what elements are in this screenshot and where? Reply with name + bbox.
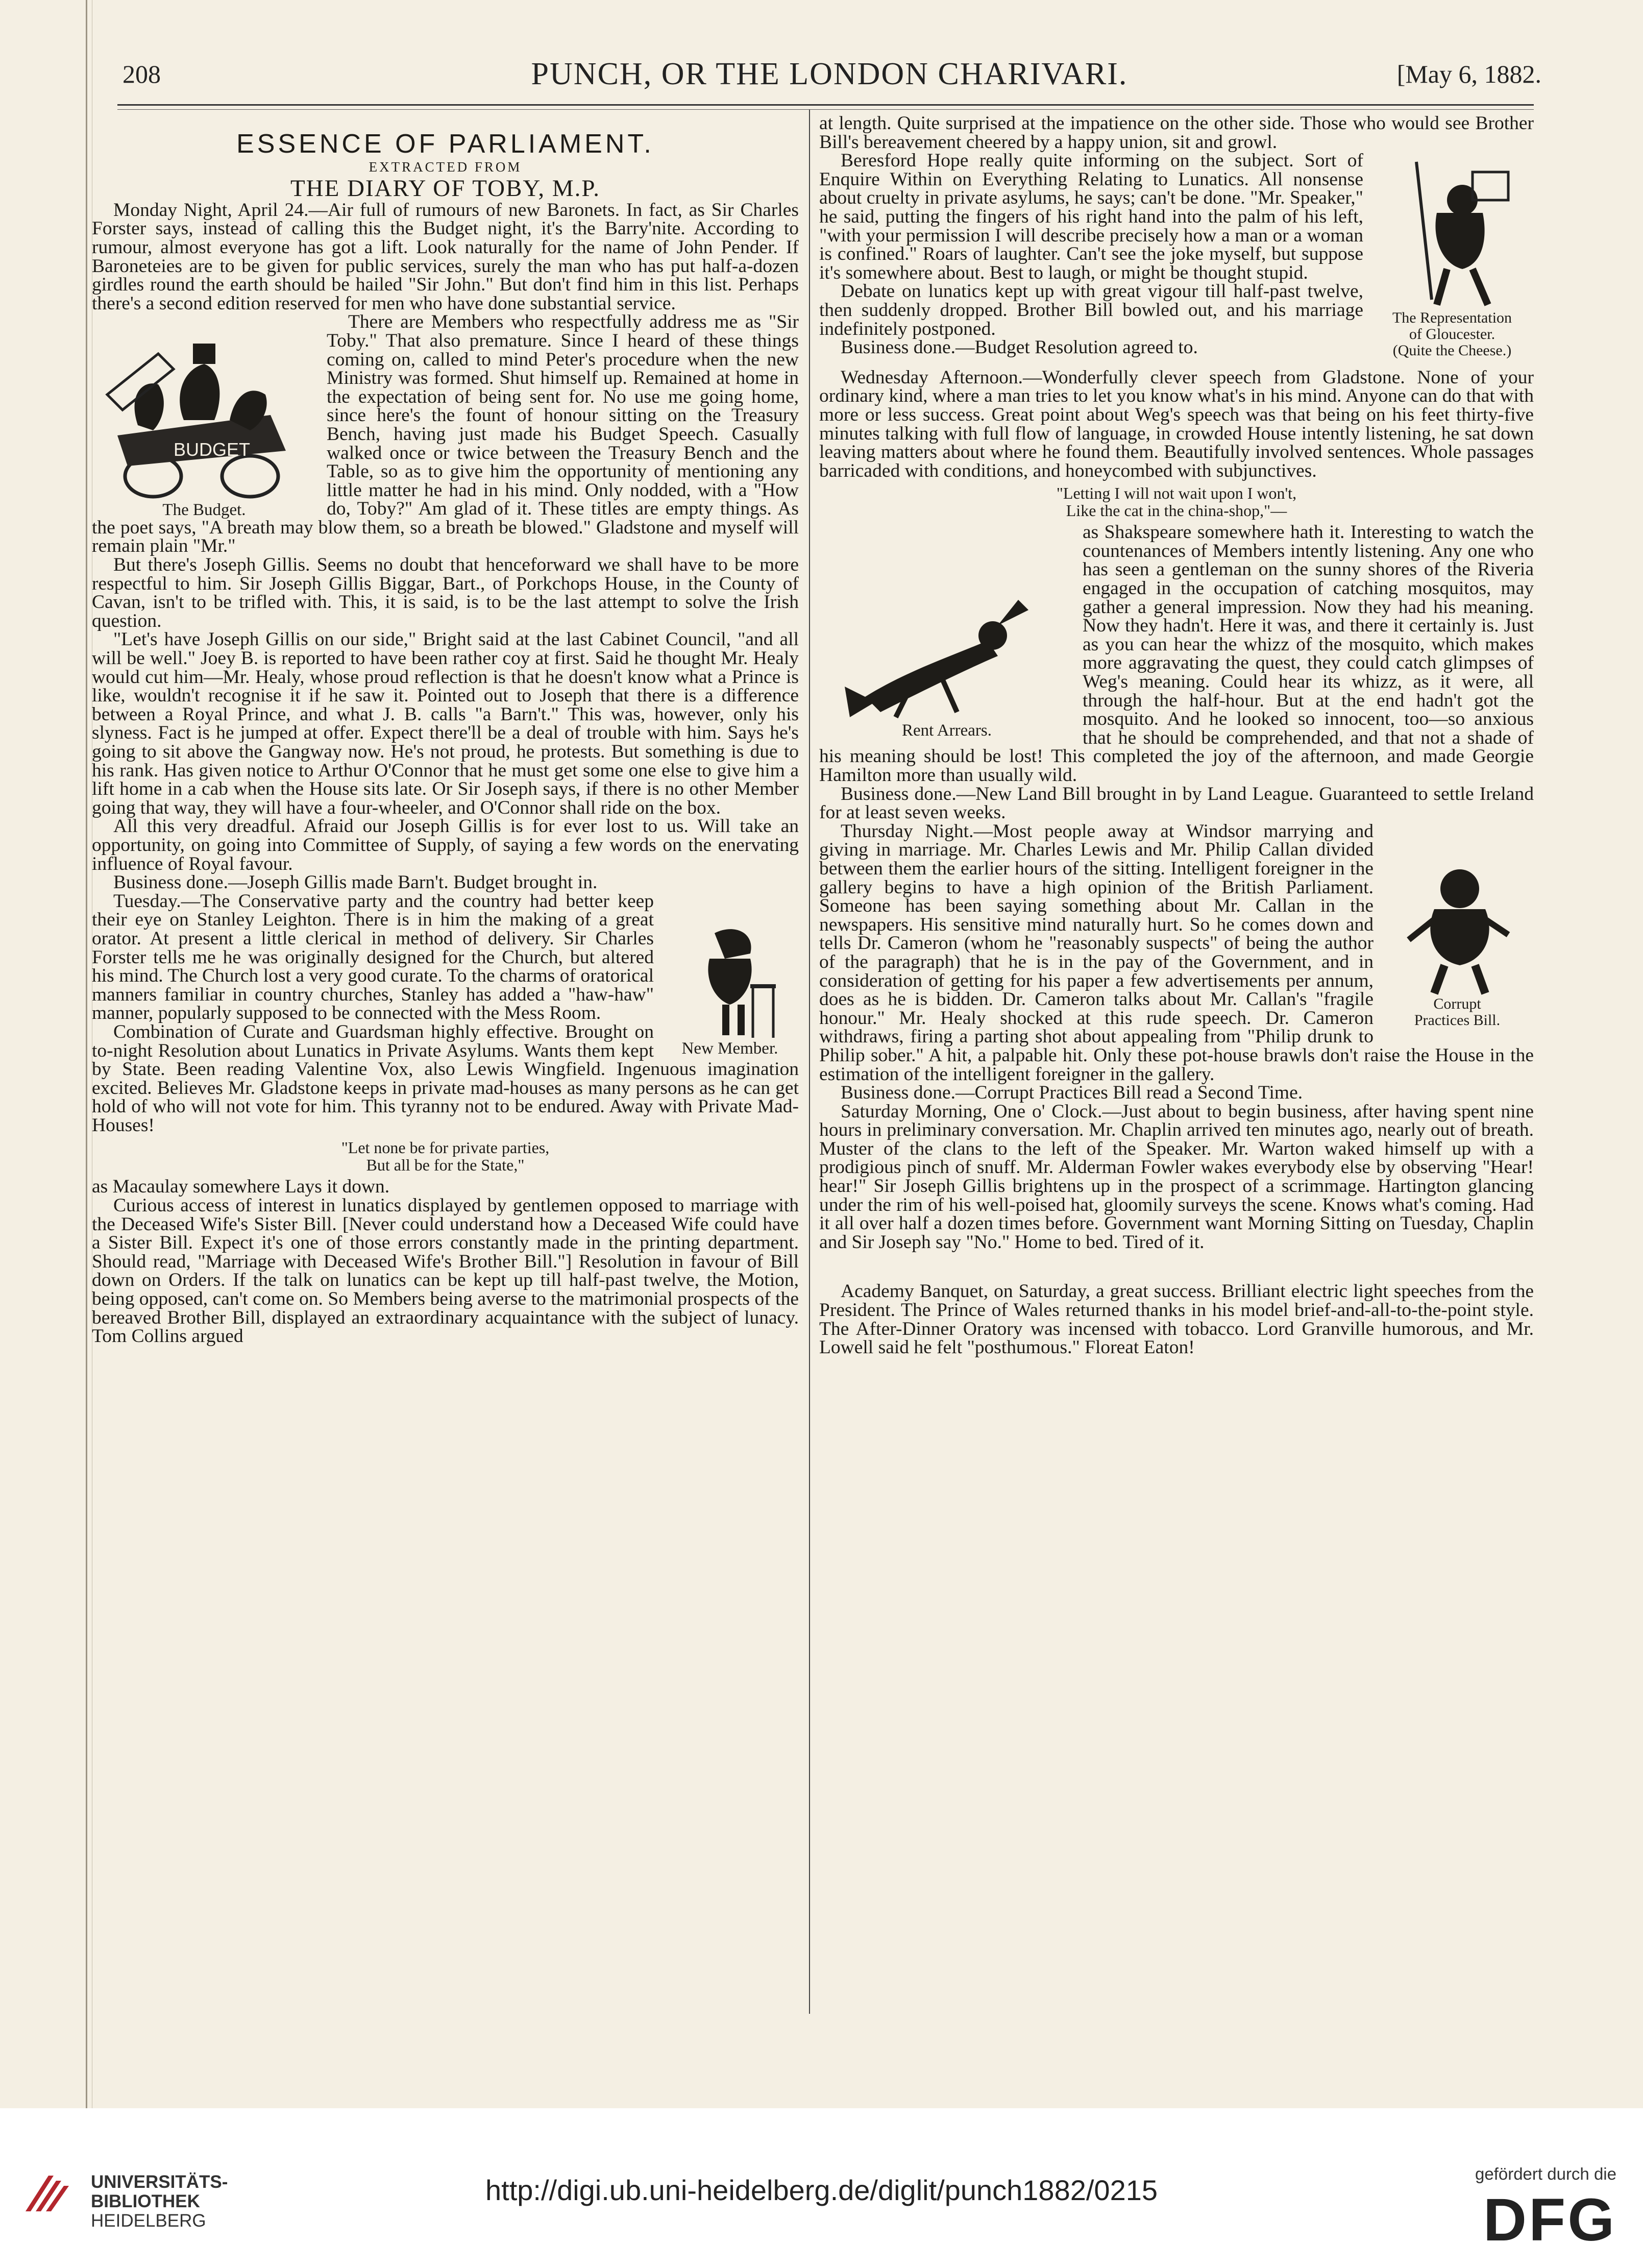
figure-rent-arrears-caption: Rent Arrears. [902,721,992,740]
paragraph-dreadful: All this very dreadful. Afraid our Joseph Gillis is for ever lost to us. Will take an opportunity, on going into Committee of Supply, of saying a few words on the enervating influence of Royal favour. [92,816,799,874]
spacer [819,1252,1534,1282]
quote-macaulay-line-1: "Let none be for private parties, [341,1138,550,1157]
figure-representation-caption-3: (Quite the Cheese.) [1392,342,1512,359]
figure-representation-gloucester [1370,157,1534,359]
column-separator [809,110,810,2014]
header-rule-thin [117,109,1534,110]
paragraph-business-monday: Business done.—Joseph Gillis made Barn't. Budget brought in. [113,872,598,893]
paragraph-business-tuesday: Business done.—Budget Resolution agreed to. [841,337,1198,358]
article-diary-title: THE DIARY OF TOBY, M.P. [290,175,601,202]
figure-rent-arrears [819,595,1074,739]
paragraph-shakspeare: as Shakspeare somewhere hath it. Interesting to watch the countenances of Members intently listening. Any one who has seen a gentleman on the sunny shores of the Riveria engaged in the occupation of catching mosquitos, may gather a general impression. Now they had his meaning. Now they hadn't. Here it was, and there it certainly is. Just as you can hear the whizz of the mosquito, which makes more aggravating the quest, they could catch glimpses of Weg's meaning. Could hear its whizz, as it were, all through the half-hour. But at the end hadn't got the mosquito. And he looked so innocent, too—so anxious that he should be comprehended, and that not a shade of his meaning should be lost! This completed the joy of the afternoon, and made Georgie Hamilton more than usually wild. [819,522,1534,786]
publication-title: PUNCH, OR THE LONDON CHARIVARI. [531,57,1128,91]
figure-corrupt-caption-2: Practices Bill. [1414,1011,1501,1029]
library-name-line-2: BIBLIOTHEK [91,2191,200,2211]
library-name-line-1: UNIVERSITÄTS- [91,2172,228,2192]
paragraph-thursday: Thursday Night.—Most people away at Windsor marrying and giving in marriage. Mr. Charles Lewis and Mr. Philip Callan divided between them the earlier hours of the sitting. Intelligent foreigner in the gallery begins to have a high opinion of the British Parliament. Someone has been saying something about Mr. Callan in the newspapers. His sensitive mind naturally hurt. So he comes down and tells Dr. Cameron (whom he "reasonably suspects" of being the author of the paragraph) that he is in the pay of the Government, and in consideration of getting for his paper a few advertisements per annum, does as he is bidden. Dr. Cameron talks about Mr. Callan's "fragile honour." Mr. Healy shocked at this rude speech. Dr. Cameron withdraws, firing a parting shot about appealing from "Philip drunk to Philip sober." A hit, a palpable hit. Only these pot-house brawls don't raise the House in the estimation of the intelligent foreigner in the gallery. [819,820,1534,1085]
paragraph-business-wednesday: Business done.—New Land Bill brought in by Land League. Guaranteed to settle Ireland for at least seven weeks. [819,783,1534,823]
rent-arrears-illustration-icon [835,595,1059,722]
quote-macaulay [92,1139,799,1174]
funding-note: gefördert durch die [1475,2164,1616,2183]
representation-illustration-icon [1386,157,1518,310]
paragraph-saturday: Saturday Morning, One o' Clock.—Just about to begin business, after having spent nine hours in preliminary conversation. Mr. Chaplin arrived ten minutes ago, nearly out of breath. Muster of the clans to the left of the Speaker. Mr. Warton waked himself up with a prodigious pinch of snuff. Mr. Alderman Fowler wakes everybody else by observing "Hear! hear!" Sir Joseph Gillis brightens up in the prospect of a scrimmage. Hartington glancing under the rim of his well-poised hat, gloomily surveys the scene. Knows what's coming. Had it all over half a dozen times before. Government want Morning Sitting on Tuesday, Chaplin and Sir Joseph say "No." Home to bed. Tired of it. [819,1101,1534,1253]
corrupt-practices-illustration-icon [1399,863,1516,996]
left-column [92,114,799,1346]
figure-budget-caption: The Budget. [162,501,246,520]
figure-representation-caption-1: The Representation [1392,309,1512,327]
figure-new-member-caption: New Member. [681,1039,778,1058]
paragraph-beresford-hope: Beresford Hope really quite informing on the subject. Sort of Enquire Within on Everything Relating to Lunatics. All nonsense about cruelty in private asylums, he says; can't be done. "Mr. Speaker," he said, putting the fingers of his right hand into the palm of his left, "with your permission I will describe precisely how a man or a woman is confined." Roars of laughter. Can't see the joke myself, but suppose it's somewhere about. Best to laugh, or might be thought stupid. [819,150,1363,283]
page-binding-edge [86,0,87,2108]
quote-macaulay-line-2: But all be for the State," [366,1156,525,1175]
figure-corrupt-caption-1: Corrupt [1433,995,1481,1012]
figure-budget [92,333,316,518]
figure-corrupt-practices [1381,863,1534,1029]
quote-shakspeare [819,484,1534,519]
paragraph-academy-banquet: Academy Banquet, on Saturday, a great success. Brilliant electric light speeches from the President. The Prince of Wales returned thanks in his model brief-and-all-to-the-point style. The After-Dinner Oratory was incensed with tobacco. Lord Granville humorous, and Mr. Lowell said he felt "posthumous." Floreat Eaton! [819,1281,1534,1358]
page-number: 208 [122,60,161,88]
paragraph-macaulay: as Macaulay somewhere Lays it down. [92,1176,390,1198]
viewer-footer [0,2108,1643,2268]
article-heading: ESSENCE OF PARLIAMENT. [236,129,654,159]
paragraph-sir-toby: There are Members who respectfully address me as "Sir Toby." That also premature. Since I heard of these things coming on, called to mind Peter's procedure when the new Ministry was formed. Shut himself up. Remained at home in the expectation of being sent for. No use me going home, since here's the fount of honour sitting on the Treasury Bench, having just made his Budget Speech. Casually walked once or twice between the Treasury Bench and the Table, so as to give him the opportunity of mentioning any little matter he had in his mind. Only nodded, with a "How do, Toby?" Am glad of it. These titles are empty things. As the poet says, "A breath may blow them, so a breath be blowed." Gladstone and myself will remain plain "Mr." [92,311,799,557]
issue-date: [May 6, 1882. [1396,60,1541,88]
library-name-line-3: HEIDELBERG [91,2211,206,2231]
paragraph-curious-access: Curious access of interest in lunatics displayed by gentlemen opposed to marriage with the Deceased Wife's Sister Bill. [Never could understand how a Deceased Wife could have a Sister Bill. Expect it's one of those errors constantly made in the printing department. Should read, "Marriage with Deceased Wife's Brother Bill."] Resolution in favour of Bill down on Orders. If the talk on lunatics can be kept up till half-past twelve, the Motion, being opposed, can't come on. So Members being averse to the matrimonial prospects of the bereaved Brother Bill, displayed an extraordinary acquaintance with the subject of lunacy. Tom Collins argued [92,1195,799,1347]
header-rule [117,104,1534,106]
svg-text:BUDGET: BUDGET [174,439,251,460]
dfg-logo: DFG [1483,2186,1616,2254]
paragraph-tuesday: Tuesday.—The Conservative party and the country had better keep their eye on Stanley Leighton. There is in him the making of a great orator. At present a little clerical in method of delivery. Sir Charles Forster tells me he was originally designed for the Church, but altered his mind. The Church lost a very good curate. To the charms of oratorical manners familiar in country churches, Stanley has added a "haw-haw" manner, popularly supposed to be connected with the Mess Room. [92,890,654,1024]
budget-illustration-icon [97,333,311,502]
new-member-illustration-icon [674,923,786,1040]
figure-representation-caption-2: of Gloucester. [1409,326,1495,343]
paragraph-debate-lunatics: Debate on lunatics kept up with great vigour till half-past twelve, then suddenly dropped. Brother Bill bowled out, and his marriage indefinitely postponed. [819,281,1363,339]
digital-copy-link[interactable]: http://digi.ub.uni-heidelberg.de/diglit/punch1882/0215 [485,2174,1158,2206]
paragraph-at-length: at length. Quite surprised at the impatience on the other side. Those who would see Brother Bill's bereavement cheered by a happy union, sit and growl. [819,113,1534,153]
right-column [819,114,1534,1357]
quote-shakspeare-line-1: "Letting I will not wait upon I won't, [1056,484,1297,503]
paragraph-joseph-gillis: But there's Joseph Gillis. Seems no doubt that henceforward we shall have to be more respectful to him. Sir Joseph Gillis Biggar, Bart., of Porkchops House, in the County of Cavan, isn't to be trifled with. This, it is said, is to be the last attempt to solve the Irish question. [92,554,799,631]
page-header [117,55,1541,96]
paragraph-monday: Monday Night, April 24.—Air full of rumours of new Baronets. In fact, as Sir Charles Forster says, instead of calling this the Budget night, it's the Barry'nite. According to rumour, almost everyone has got a lift. Look naturally for the name of John Pender. If Baroneteies are to be given for public services, surely the man who has put half-a-dozen girdles round the earth should be hailed "Sir John." But don't find him in this list. Perhaps there's a second edition reserved for men who have done substantial service. [92,199,799,314]
quote-shakspeare-line-2: Like the cat in the china-shop,"— [1066,501,1287,520]
figure-new-member [661,923,799,1057]
paragraph-bright: "Let's have Joseph Gillis on our side," Bright said at the last Cabinet Council, "and all will be well." Joey B. is reported to have been rather coy at first. Said he thought Mr. Healy would cut him—Mr. Healy, whose proud reflection is that he doesn't know what a Prince is like, wouldn't recognise it if he saw it. Pointed out to Joseph that there is a difference between a Royal Prince, and what J. B. calls "a Barn't." This was, however, only his slyness. Fact is he jumped at offer. Expect there'll be a deal of trouble with him. Says he's going to sit above the Gangway now. He's not proud, he protests. But something is due to his rank. Has given notice to Arthur O'Connor that he must get some one else to give him a lift home in a cab when the House sits late. Or Sir Joseph says, if there is no other Member going that way, they will have a four-wheeler, and O'Connor shall ride on the box. [92,629,799,818]
article-extracted-from: EXTRACTED FROM [369,159,522,175]
paragraph-business-thursday: Business done.—Corrupt Practices Bill read a Second Time. [841,1082,1303,1104]
paragraph-wednesday: Wednesday Afternoon.—Wonderfully clever speech from Gladstone. None of your ordinary kind, where a man tries to let you know what's in his mind. Anyone can do that with more or less success. Great point about Weg's speech was that being on his feet thirty-five minutes talking with full flow of language, in crowded House intently listening, he sat down leaving matters about where he found them. Beautifully involved sentences. Whole passages barricaded with conditions, and honeycombed with subjunctives. [819,367,1534,481]
paragraph-curate-guardsman: Combination of Curate and Guardsman highly effective. Brought on to-night Resolution about Lunatics in Private Asylums. Wants them kept by State. Been reading Valentine Vox, also Lewis Wingfield. Ingenuous imagination excited. Believes Mr. Gladstone keeps in private mad-houses as many persons as he can get hold of who will not vote for him. This tyranny not to be endured. Away with Private Mad-Houses! [92,1021,799,1136]
